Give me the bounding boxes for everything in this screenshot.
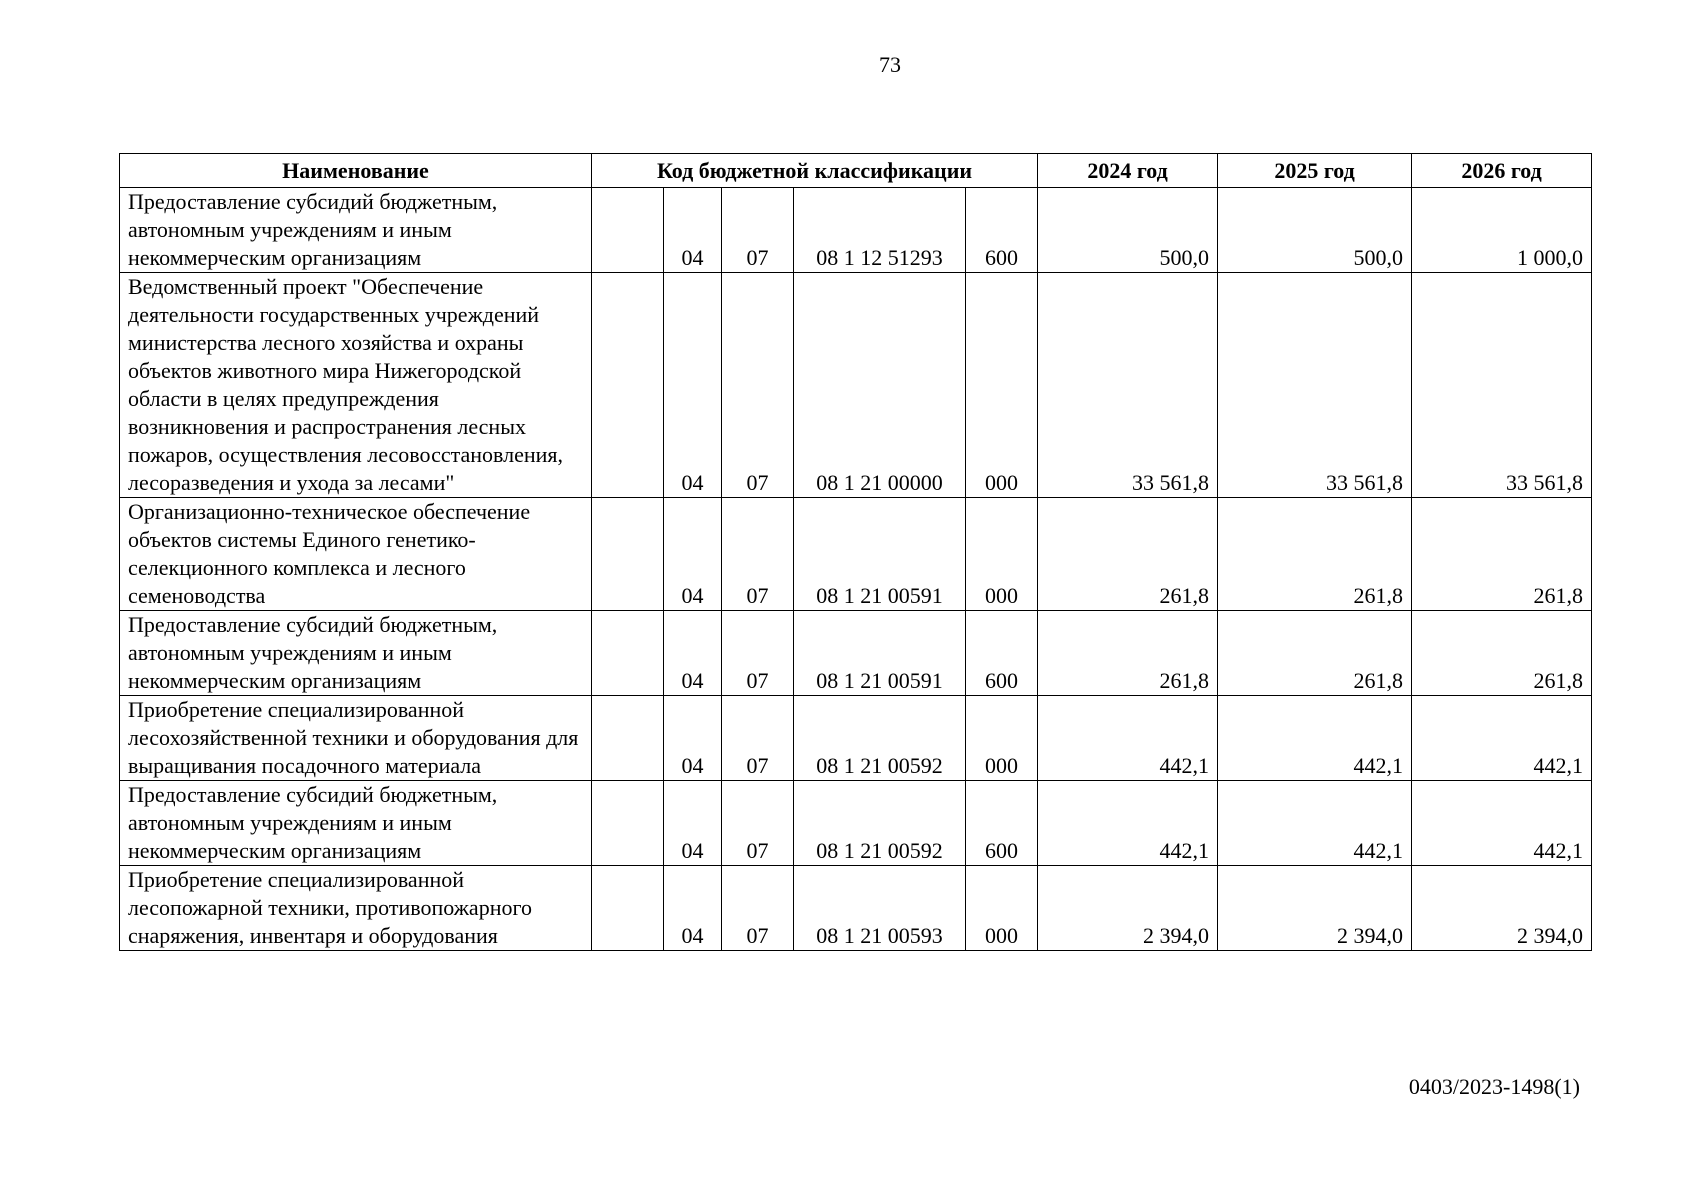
row-expense-type-code: 000 bbox=[966, 498, 1038, 611]
row-value-2026: 442,1 bbox=[1412, 781, 1592, 866]
row-value-2025: 442,1 bbox=[1218, 696, 1412, 781]
row-value-2024: 442,1 bbox=[1038, 781, 1218, 866]
row-value-2026: 1 000,0 bbox=[1412, 188, 1592, 273]
row-expense-type-code: 600 bbox=[966, 781, 1038, 866]
row-name: Приобретение специализированной лесопожарной техники, противопожарного снаряжения, инвентаря и оборудования bbox=[120, 866, 592, 951]
row-target-code: 08 1 21 00593 bbox=[794, 866, 966, 951]
table-row bbox=[120, 188, 1592, 273]
row-name: Приобретение специализированной лесохозяйственной техники и оборудования для выращивания посадочного материала bbox=[120, 696, 592, 781]
row-blank bbox=[592, 498, 664, 611]
header-name: Наименование bbox=[120, 154, 592, 188]
row-value-2024: 261,8 bbox=[1038, 498, 1218, 611]
table-row bbox=[120, 696, 1592, 781]
table-row bbox=[120, 866, 1592, 951]
row-blank bbox=[592, 781, 664, 866]
table-row bbox=[120, 611, 1592, 696]
row-value-2026: 33 561,8 bbox=[1412, 273, 1592, 498]
header-2026: 2026 год bbox=[1412, 154, 1592, 188]
row-name: Предоставление субсидий бюджетным, автономным учреждениям и иным некоммерческим организациям bbox=[120, 188, 592, 273]
page-number: 73 bbox=[879, 52, 901, 77]
table-row bbox=[120, 781, 1592, 866]
row-blank bbox=[592, 273, 664, 498]
row-section-code: 04 bbox=[664, 188, 722, 273]
row-section-code: 04 bbox=[664, 781, 722, 866]
row-expense-type-code: 600 bbox=[966, 611, 1038, 696]
row-name: Предоставление субсидий бюджетным, автономным учреждениям и иным некоммерческим организациям bbox=[120, 611, 592, 696]
row-subsection-code: 07 bbox=[722, 273, 794, 498]
row-subsection-code: 07 bbox=[722, 611, 794, 696]
row-blank bbox=[592, 696, 664, 781]
row-blank bbox=[592, 611, 664, 696]
row-value-2025: 500,0 bbox=[1218, 188, 1412, 273]
row-subsection-code: 07 bbox=[722, 781, 794, 866]
row-value-2025: 2 394,0 bbox=[1218, 866, 1412, 951]
table-row bbox=[120, 498, 1592, 611]
row-value-2025: 442,1 bbox=[1218, 781, 1412, 866]
row-target-code: 08 1 21 00591 bbox=[794, 611, 966, 696]
row-value-2026: 442,1 bbox=[1412, 696, 1592, 781]
row-target-code: 08 1 21 00591 bbox=[794, 498, 966, 611]
table-row bbox=[120, 273, 1592, 498]
row-section-code: 04 bbox=[664, 273, 722, 498]
row-name: Ведомственный проект "Обеспечение деятельности государственных учреждений министерства лесного хозяйства и охраны объектов животного мира Нижегородской области в целях предупреждения возникновения и распространения лесных пожаров, осуществления лесовосстановления, лесоразведения и ухода за лесами" bbox=[120, 273, 592, 498]
row-value-2026: 261,8 bbox=[1412, 498, 1592, 611]
row-section-code: 04 bbox=[664, 611, 722, 696]
row-expense-type-code: 000 bbox=[966, 273, 1038, 498]
row-value-2025: 261,8 bbox=[1218, 611, 1412, 696]
row-expense-type-code: 600 bbox=[966, 188, 1038, 273]
document-reference: 0403/2023-1498(1) bbox=[1408, 1074, 1580, 1099]
row-name: Предоставление субсидий бюджетным, автономным учреждениям и иным некоммерческим организациям bbox=[120, 781, 592, 866]
row-value-2024: 500,0 bbox=[1038, 188, 1218, 273]
row-target-code: 08 1 21 00000 bbox=[794, 273, 966, 498]
row-subsection-code: 07 bbox=[722, 866, 794, 951]
row-value-2024: 33 561,8 bbox=[1038, 273, 1218, 498]
row-value-2025: 33 561,8 bbox=[1218, 273, 1412, 498]
row-value-2026: 2 394,0 bbox=[1412, 866, 1592, 951]
row-subsection-code: 07 bbox=[722, 498, 794, 611]
row-value-2024: 2 394,0 bbox=[1038, 866, 1218, 951]
row-name: Организационно-техническое обеспечение объектов системы Единого генетико-селекционного комплекса и лесного семеноводства bbox=[120, 498, 592, 611]
row-blank bbox=[592, 188, 664, 273]
row-value-2025: 261,8 bbox=[1218, 498, 1412, 611]
header-code: Код бюджетной классификации bbox=[592, 154, 1038, 188]
budget-table bbox=[119, 153, 1592, 951]
row-value-2024: 442,1 bbox=[1038, 696, 1218, 781]
row-section-code: 04 bbox=[664, 498, 722, 611]
row-target-code: 08 1 12 51293 bbox=[794, 188, 966, 273]
row-expense-type-code: 000 bbox=[966, 696, 1038, 781]
row-value-2024: 261,8 bbox=[1038, 611, 1218, 696]
header-2025: 2025 год bbox=[1218, 154, 1412, 188]
table-header-row bbox=[120, 154, 1592, 188]
row-subsection-code: 07 bbox=[722, 696, 794, 781]
row-expense-type-code: 000 bbox=[966, 866, 1038, 951]
row-value-2026: 261,8 bbox=[1412, 611, 1592, 696]
row-subsection-code: 07 bbox=[722, 188, 794, 273]
row-section-code: 04 bbox=[664, 696, 722, 781]
row-target-code: 08 1 21 00592 bbox=[794, 696, 966, 781]
row-section-code: 04 bbox=[664, 866, 722, 951]
header-2024: 2024 год bbox=[1038, 154, 1218, 188]
row-target-code: 08 1 21 00592 bbox=[794, 781, 966, 866]
row-blank bbox=[592, 866, 664, 951]
